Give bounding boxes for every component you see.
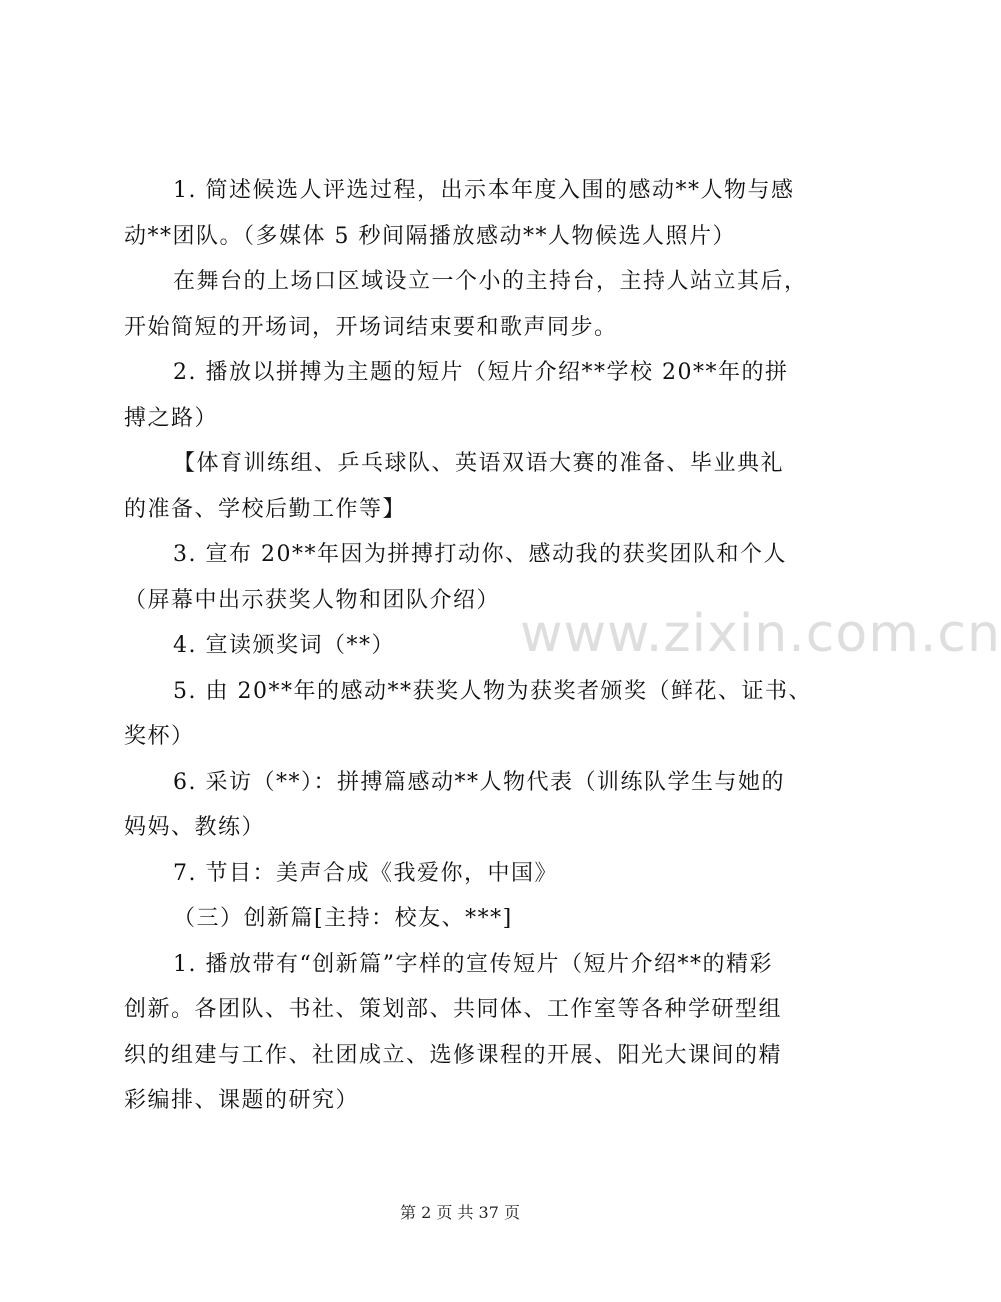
paragraph-line: 搏之路）	[124, 405, 219, 431]
watermark: www.zixin.com.cn	[520, 604, 1001, 664]
paragraph-line: 1. 播放带有“创新篇”字样的宣传短片（短片介绍**的精彩	[173, 951, 773, 977]
paragraph-line: 开始简短的开场词，开场词结束要和歌声同步。	[124, 314, 618, 340]
paragraph-line: 动**团队。（多媒体 5 秒间隔播放感动**人物候选人照片）	[124, 223, 736, 249]
paragraph-line: 妈妈、教练）	[124, 815, 266, 840]
paragraph-line: 2. 播放以拼搏为主题的短片（短片介绍**学校 20**年的拼	[173, 360, 789, 385]
paragraph	[124, 669, 824, 760]
paragraph-line: 1. 简述候选人评选过程，出示本年度入围的感动**人物与感	[173, 178, 795, 203]
paragraph	[124, 168, 824, 259]
paragraph	[124, 259, 824, 350]
paragraph-line: （三）创新篇[主持：校友、***]	[173, 906, 513, 931]
paragraph	[124, 441, 824, 532]
paragraph-line: 创新。各团队、书社、策划部、共同体、工作室等各种学研型组	[124, 997, 783, 1022]
paragraph	[124, 942, 824, 1124]
paragraph	[124, 851, 824, 897]
paragraph	[124, 350, 824, 441]
paragraph-line: 5. 由 20**年的感动**获奖人物为获奖者颁奖（鲜花、证书、	[173, 678, 812, 704]
paragraph-line: 在舞台的上场口区域设立一个小的主持台，主持人站立其后，	[173, 269, 808, 294]
paragraph-line: 6. 采访（**）：拼搏篇感动**人物代表（训练队学生与她的	[173, 769, 785, 795]
paragraph	[124, 896, 824, 942]
paragraph-line: （屏幕中出示获奖人物和团队介绍）	[124, 587, 501, 613]
paragraph-line: 奖杯）	[124, 724, 195, 749]
paragraph-line: 的准备、学校后勤工作等】	[124, 496, 407, 522]
paragraph-line: 3. 宣布 20**年因为拼搏打动你、感动我的获奖团队和个人	[173, 542, 787, 567]
page-footer: 第 2 页 共 37 页	[400, 1203, 520, 1222]
paragraph-line: 4. 宣读颁奖词（**）	[173, 633, 395, 658]
paragraph-line: 【体育训练组、乒乓球队、英语双语大赛的准备、毕业典礼	[173, 451, 785, 476]
paragraph-line: 织的组建与工作、社团成立、选修课程的开展、阳光大课间的精	[124, 1042, 783, 1068]
paragraph	[124, 760, 824, 851]
paragraph-line: 7. 节目：美声合成《我爱你，中国》	[173, 860, 558, 886]
paragraph-line: 彩编排、课题的研究）	[124, 1088, 360, 1113]
